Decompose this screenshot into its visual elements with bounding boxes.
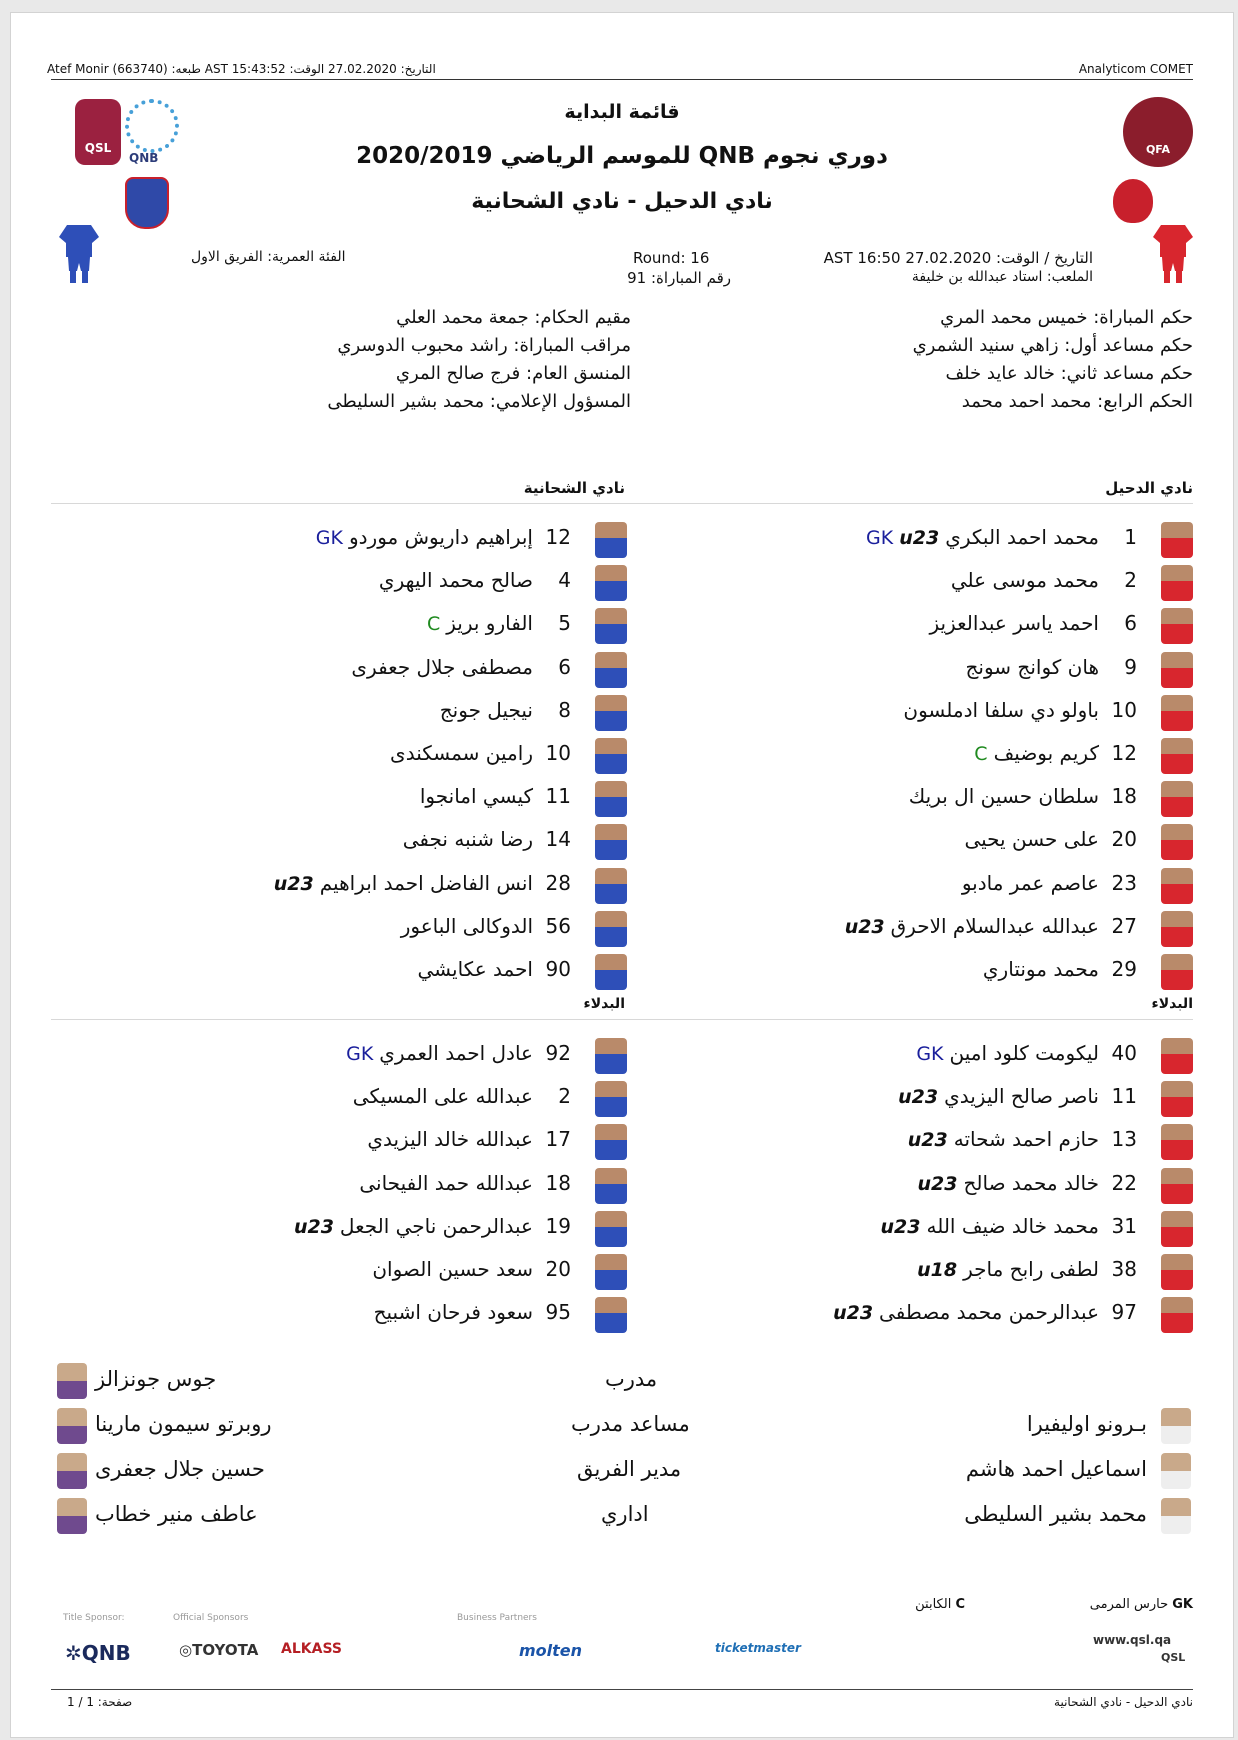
player-entry [974, 741, 1137, 765]
player-row [87, 735, 627, 777]
legend-captain: C الكابتن [915, 1597, 965, 1612]
player-row [87, 1251, 627, 1293]
player-number: 11 [1111, 1084, 1137, 1109]
official-line: حكم المباراة: خميس محمد المري [940, 307, 1193, 328]
player-row [653, 692, 1193, 734]
subs-divider [51, 1019, 1193, 1020]
player-entry [401, 914, 571, 938]
staff-role: مساعد مدرب [571, 1412, 690, 1436]
player-entry [418, 957, 572, 981]
player-entry [351, 655, 571, 679]
player-number: 27 [1111, 913, 1137, 938]
age-group: الفئة العمرية: الفريق الاول [191, 249, 346, 265]
away-staff-name: روبرتو سيمون مارينا [95, 1412, 272, 1436]
home-team-header: نادي الدحيل [1105, 479, 1193, 497]
away-subs-header: البدلاء [583, 996, 625, 1012]
start-list-title: قائمة البداية [564, 101, 680, 123]
player-row [87, 778, 627, 820]
goalkeeper-badge: GK [346, 1043, 374, 1065]
player-number: 92 [545, 1041, 571, 1065]
player-photo [595, 1081, 627, 1117]
player-name: مصطفى جلال جعفرى [351, 654, 533, 679]
home-staff-name: بـرونو اوليفيرا [1026, 1412, 1147, 1436]
player-entry [916, 1041, 1137, 1065]
player-photo [1161, 911, 1193, 947]
player-photo [1161, 608, 1193, 644]
player-photo [595, 695, 627, 731]
player-row [653, 1251, 1193, 1293]
age-badge: u23 [907, 1129, 948, 1152]
qnb-stars-label: QNB [129, 151, 159, 165]
player-row [653, 1035, 1193, 1077]
player-entry [866, 525, 1137, 549]
player-row [87, 1165, 627, 1207]
qsl-small-logo: QSL [1161, 1651, 1186, 1664]
footer-divider [51, 1689, 1193, 1690]
player-entry [440, 698, 571, 722]
away-staff-photo [57, 1408, 87, 1444]
player-photo [1161, 522, 1193, 558]
player-entry [845, 914, 1137, 938]
player-photo [595, 781, 627, 817]
player-entry [372, 1257, 571, 1281]
player-name: رامين سمسكندى [390, 741, 533, 765]
away-staff-name: جوس جونزالز [95, 1367, 217, 1391]
player-name: عبدالله على المسيكى [352, 1084, 533, 1109]
player-number: 40 [1111, 1041, 1137, 1065]
player-entry [909, 784, 1137, 808]
player-entry [359, 1171, 571, 1195]
official-line: المسؤول الإعلامي: محمد بشير السليطى [327, 391, 631, 412]
title-sponsor-label: Title Sponsor: [63, 1613, 125, 1623]
player-photo [595, 1168, 627, 1204]
player-photo [595, 911, 627, 947]
player-name: الدوكالى الباعور [400, 913, 533, 938]
player-number: 29 [1111, 957, 1137, 981]
match-title: نادي الدحيل - نادي الشحانية [471, 189, 773, 214]
qnb-sponsor-logo: ✲QNB [65, 1641, 131, 1665]
player-photo [595, 1254, 627, 1290]
player-name: عبدالله خالد اليزيدي [367, 1127, 533, 1152]
player-photo [595, 565, 627, 601]
official-line: المنسق العام: فرج صالح المري [395, 363, 631, 384]
age-badge: u23 [898, 1086, 939, 1109]
player-row [653, 735, 1193, 777]
away-staff-photo [57, 1363, 87, 1399]
qsl-logo: QSL [75, 99, 121, 165]
player-name: رضا شنبه نجفى [402, 827, 533, 852]
player-name: عبدالرحمن ناجي الجعل [339, 1213, 533, 1238]
player-entry [403, 827, 571, 851]
staff-role: اداري [601, 1502, 649, 1526]
qfa-logo: QFA [1123, 97, 1193, 167]
footer-match: نادي الدحيل - نادي الشحانية [1054, 1695, 1193, 1709]
age-badge: u23 [293, 1215, 334, 1238]
match-stadium: الملعب: استاد عبدالله بن خليفة [911, 269, 1093, 285]
player-photo [1161, 1211, 1193, 1247]
away-team-header: نادي الشحانية [523, 479, 625, 497]
away-staff-name: حسين جلال جعفرى [95, 1457, 265, 1481]
player-name: ناصر صالح اليزيدي [944, 1084, 1099, 1109]
home-staff-photo [1161, 1498, 1191, 1534]
home-staff-name: محمد بشير السليطى [964, 1502, 1147, 1526]
player-name: عبدالرحمن محمد مصطفى [879, 1300, 1099, 1325]
player-name: خالد محمد صالح [963, 1170, 1099, 1195]
age-badge: u23 [917, 1172, 958, 1195]
player-entry [903, 698, 1137, 722]
player-name: محمد مونتاري [982, 957, 1099, 981]
player-entry [427, 611, 571, 635]
player-name: كريم بوضيف [993, 741, 1099, 765]
age-badge: u23 [844, 915, 885, 938]
player-number: 2 [1124, 568, 1137, 593]
away-staff-photo [57, 1498, 87, 1534]
player-entry [929, 611, 1137, 635]
player-number: 23 [1111, 870, 1137, 895]
player-row [87, 519, 627, 561]
player-photo [1161, 824, 1193, 860]
player-row [653, 1208, 1193, 1250]
player-name: سلطان حسين ال بريك [908, 784, 1099, 809]
player-name: عبدالله حمد الفيحانى [359, 1170, 533, 1195]
age-badge: u23 [273, 872, 314, 895]
player-photo [595, 954, 627, 990]
player-row [653, 1165, 1193, 1207]
player-number: 11 [545, 784, 571, 809]
player-photo [1161, 781, 1193, 817]
player-name: كيسي امانجوا [419, 784, 533, 809]
player-name: سعد حسين الصوان [372, 1257, 533, 1281]
player-number: 10 [545, 741, 571, 765]
player-number: 6 [1124, 611, 1137, 636]
player-row [87, 951, 627, 993]
player-name: الفارو بريز [446, 611, 533, 636]
player-row [653, 605, 1193, 647]
age-badge: u23 [833, 1302, 874, 1325]
player-number: 1 [1124, 525, 1137, 549]
player-photo [1161, 1168, 1193, 1204]
starters-divider [51, 503, 1193, 504]
player-photo [1161, 565, 1193, 601]
business-partners-label: Business Partners [457, 1613, 537, 1623]
player-number: 95 [545, 1300, 571, 1325]
player-name: عاصم عمر مادبو [961, 870, 1099, 895]
player-entry [420, 784, 571, 808]
player-name: عادل احمد العمري [379, 1041, 533, 1065]
player-entry [367, 1127, 571, 1151]
player-entry [346, 1041, 571, 1065]
player-photo [1161, 1038, 1193, 1074]
official-line: حكم مساعد أول: زاهي سنيد الشمري [912, 335, 1193, 356]
player-number: 31 [1111, 1213, 1137, 1238]
player-photo [1161, 1124, 1193, 1160]
player-name: محمد خالد ضيف الله [926, 1213, 1099, 1238]
player-number: 13 [1111, 1127, 1137, 1152]
player-entry [983, 957, 1137, 981]
away-shirt-icon [59, 223, 99, 285]
age-badge: u18 [917, 1259, 958, 1281]
player-photo [595, 1297, 627, 1333]
player-row [653, 1294, 1193, 1336]
player-row [87, 692, 627, 734]
molten-sponsor-logo: molten [519, 1641, 583, 1660]
player-number: 19 [545, 1213, 571, 1238]
away-staff-photo [57, 1453, 87, 1489]
player-photo [1161, 1081, 1193, 1117]
player-row [653, 562, 1193, 604]
official-line: مراقب المباراة: راشد محبوب الدوسري [337, 335, 631, 356]
player-row [87, 1208, 627, 1250]
player-number: 20 [545, 1257, 571, 1281]
player-photo [595, 1124, 627, 1160]
player-photo [1161, 738, 1193, 774]
player-name: سعود فرحان اشبيح [373, 1300, 533, 1325]
home-staff-photo [1161, 1408, 1191, 1444]
player-entry [917, 1257, 1137, 1281]
age-badge: u23 [880, 1215, 921, 1238]
player-row [87, 605, 627, 647]
captain-badge: C [426, 613, 441, 636]
player-row [87, 1078, 627, 1120]
player-entry [294, 1214, 571, 1238]
player-photo [595, 522, 627, 558]
system-name: Analyticom COMET [1078, 62, 1193, 76]
official-line: حكم مساعد ثاني: خالد عايد خلف [945, 363, 1193, 384]
official-line: مقيم الحكام: جمعة محمد العلي [396, 307, 631, 328]
player-name: على حسن يحيى [964, 827, 1099, 852]
player-entry [951, 568, 1137, 592]
player-number: 2 [558, 1084, 571, 1109]
player-photo [595, 608, 627, 644]
official-line: الحكم الرابع: محمد احمد محمد [961, 391, 1193, 412]
player-number: 8 [558, 697, 571, 722]
home-shirt-icon [1153, 223, 1193, 285]
player-number: 18 [545, 1170, 571, 1195]
captain-badge: C [974, 743, 988, 765]
player-row [87, 821, 627, 863]
player-entry [316, 525, 571, 549]
player-entry [918, 1171, 1138, 1195]
player-photo [1161, 868, 1193, 904]
player-entry [908, 1127, 1137, 1151]
player-photo [595, 738, 627, 774]
league-title: دوري نجوم QNB للموسم الرياضي 2020/2019 [356, 143, 888, 169]
player-photo [1161, 1254, 1193, 1290]
goalkeeper-badge: GK [916, 1043, 944, 1065]
player-name: باولو دي سلفا ادملسون [903, 697, 1099, 722]
player-row [87, 649, 627, 691]
official-sponsors-label: Official Sponsors [173, 1613, 249, 1623]
page-number: صفحة: 1 / 1 [67, 1695, 133, 1709]
player-name: حازم احمد شحاته [953, 1127, 1099, 1152]
player-entry [966, 655, 1138, 679]
player-number: 20 [1111, 827, 1137, 852]
home-subs-header: البدلاء [1151, 996, 1193, 1012]
player-number: 14 [545, 827, 571, 852]
player-number: 90 [545, 957, 571, 981]
player-entry [881, 1214, 1138, 1238]
player-row [653, 865, 1193, 907]
player-name: إبراهيم داريوش موردو [348, 525, 533, 549]
player-entry [374, 1300, 571, 1324]
player-number: 10 [1111, 697, 1137, 722]
player-photo [595, 1211, 627, 1247]
player-photo [595, 868, 627, 904]
player-number: 12 [1111, 741, 1137, 765]
match-datetime: التاريخ / الوقت: 27.02.2020 16:50 AST [823, 249, 1093, 267]
player-photo [1161, 652, 1193, 688]
player-photo [1161, 695, 1193, 731]
player-name: احمد عكايشي [417, 957, 533, 981]
player-row [87, 908, 627, 950]
player-number: 28 [545, 870, 571, 895]
player-entry [833, 1300, 1137, 1324]
player-entry [964, 827, 1137, 851]
player-number: 5 [558, 611, 571, 636]
player-photo [1161, 954, 1193, 990]
toyota-sponsor-logo: ◎TOYOTA [179, 1641, 259, 1659]
player-number: 6 [558, 654, 571, 679]
print-info: التاريخ: 27.02.2020 الوقت: 15:43:52 AST طبعه: Atef Monir (663740) [47, 62, 436, 76]
player-number: 4 [558, 568, 571, 593]
player-number: 38 [1111, 1257, 1137, 1281]
player-entry [390, 741, 571, 765]
player-name: احمد ياسر عبدالعزيز [929, 611, 1099, 636]
player-name: محمد احمد البكري [945, 525, 1099, 549]
player-number: 17 [545, 1127, 571, 1152]
player-photo [595, 824, 627, 860]
home-staff-photo [1161, 1453, 1191, 1489]
player-name: لطفى رابح ماجر [963, 1257, 1099, 1281]
ticketmaster-sponsor-logo: ticketmaster [715, 1641, 801, 1655]
player-name: ليكومت كلود امين [949, 1041, 1099, 1065]
player-photo [595, 652, 627, 688]
home-staff-name: اسماعيل احمد هاشم [965, 1457, 1147, 1481]
player-row [653, 821, 1193, 863]
player-name: صالح محمد اليهري [378, 568, 533, 593]
player-row [653, 519, 1193, 561]
player-number: 18 [1111, 784, 1137, 809]
player-entry [898, 1084, 1137, 1108]
alkass-sponsor-logo: ALKASS [281, 1641, 342, 1657]
goalkeeper-badge: GK [866, 527, 894, 549]
staff-role: مدير الفريق [577, 1457, 682, 1481]
player-row [653, 649, 1193, 691]
player-number: 22 [1111, 1170, 1137, 1195]
staff-role: مدرب [605, 1367, 658, 1391]
age-badge: u23 [899, 527, 940, 549]
player-number: 12 [545, 525, 571, 549]
player-row [87, 1294, 627, 1336]
player-photo [595, 1038, 627, 1074]
player-number: 9 [1124, 654, 1137, 679]
round-label: Round: 16 [633, 249, 710, 267]
player-number: 97 [1111, 1300, 1137, 1325]
player-row [653, 951, 1193, 993]
player-entry [353, 1084, 571, 1108]
player-name: نيجيل جونج [439, 697, 533, 722]
player-number: 56 [545, 913, 571, 938]
qsl-website: www.qsl.qa [1093, 1633, 1172, 1647]
start-list-page [10, 12, 1234, 1738]
player-photo [1161, 1297, 1193, 1333]
match-number: رقم المباراة: 91 [627, 269, 731, 287]
legend-gk: GK حارس المرمى [1089, 1597, 1193, 1612]
player-row [653, 908, 1193, 950]
goalkeeper-badge: GK [315, 527, 343, 549]
player-row [653, 1078, 1193, 1120]
player-name: هان كوانج سونج [965, 654, 1099, 679]
player-entry [274, 871, 571, 895]
player-row [87, 1035, 627, 1077]
player-row [87, 562, 627, 604]
player-row [653, 778, 1193, 820]
away-staff-name: عاطف منير خطاب [95, 1502, 258, 1526]
player-entry [962, 871, 1137, 895]
player-row [87, 1121, 627, 1163]
header-divider [51, 79, 1193, 80]
player-row [653, 1121, 1193, 1163]
player-name: عبدالله عبدالسلام الاحرق [890, 913, 1099, 938]
player-name: محمد موسى علي [950, 568, 1099, 593]
player-row [87, 865, 627, 907]
player-entry [379, 568, 571, 592]
player-name: انس الفاضل احمد ابراهيم [319, 870, 533, 895]
